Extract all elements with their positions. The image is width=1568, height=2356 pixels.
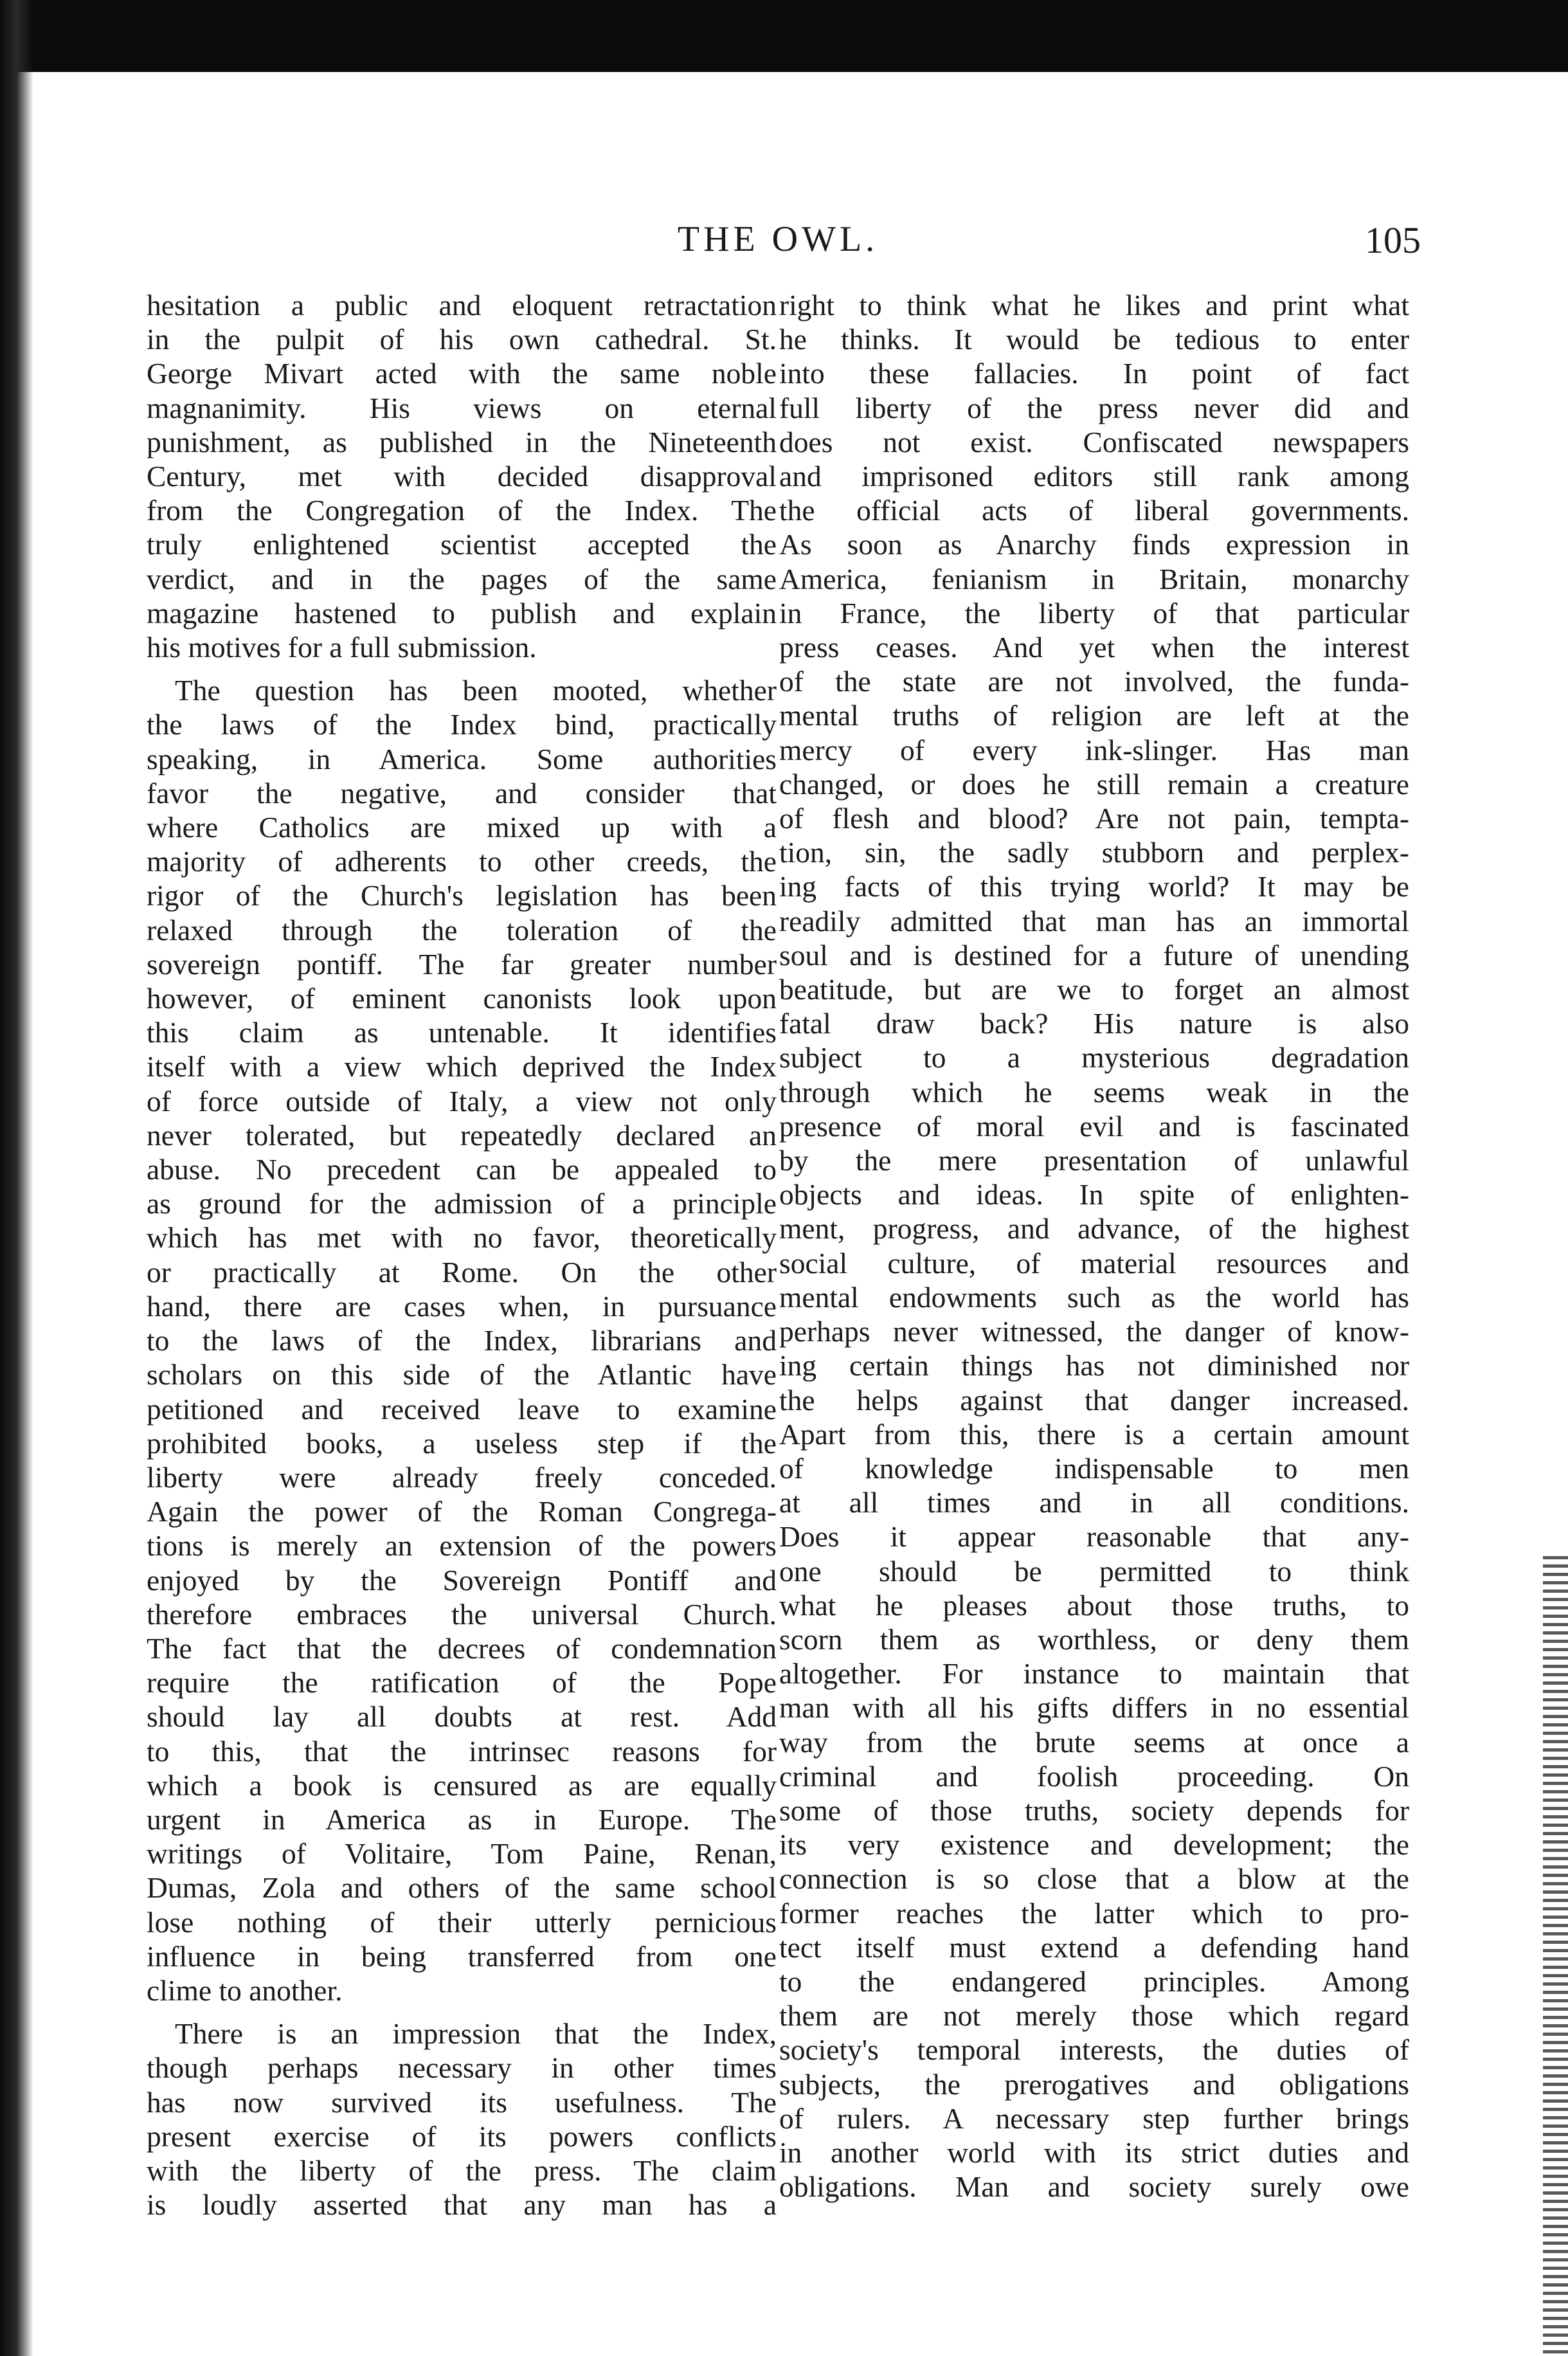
text-line: speaking, in America. Some authorities xyxy=(147,742,777,775)
text-line: punishment, as published in the Nineteenth xyxy=(147,425,777,458)
text-line: ment, progress, and advance, of the highest xyxy=(779,1212,1409,1246)
text-line: subject to a mysterious degradation xyxy=(779,1041,1409,1074)
text-line: ing facts of this trying world? It may be xyxy=(779,870,1409,903)
text-line: America, fenianism in Britain, monarchy xyxy=(779,562,1409,595)
text-line: enjoyed by the Sovereign Pontiff and xyxy=(147,1563,777,1597)
text-line: social culture, of material resources and xyxy=(779,1246,1409,1280)
text-line: hesitation a public and eloquent retractation xyxy=(147,289,777,322)
text-line: abuse. No precedent can be appealed to xyxy=(147,1153,777,1186)
text-line: from the Congregation of the Index. The xyxy=(147,494,777,527)
text-line: majority of adherents to other creeds, the xyxy=(147,845,777,878)
text-line: of force outside of Italy, a view not only xyxy=(147,1084,777,1118)
text-line: hand, there are cases when, in pursuance xyxy=(147,1289,777,1323)
text-line: present exercise of its powers conflicts xyxy=(147,2119,777,2153)
scan-right-edge-noise xyxy=(1543,1556,1568,2356)
text-line: has now survived its usefulness. The xyxy=(147,2085,777,2119)
right-text-column xyxy=(779,288,1409,2204)
text-line: Dumas, Zola and others of the same school xyxy=(147,1871,777,1905)
running-title: THE OWL. xyxy=(677,219,879,259)
scan-left-edge xyxy=(0,0,33,2356)
text-line: which has met with no favor, theoretically xyxy=(147,1221,777,1255)
text-line: ing certain things has not diminished nor xyxy=(779,1349,1409,1382)
text-line: where Catholics are mixed up with a xyxy=(147,811,777,844)
text-line: scorn them as worthless, or deny them xyxy=(779,1622,1409,1656)
text-line: Again the power of the Roman Congrega- xyxy=(147,1495,777,1528)
text-line: magnanimity. His views on eternal xyxy=(147,391,777,424)
text-line: fatal draw back? His nature is also xyxy=(779,1007,1409,1040)
text-line: however, of eminent canonists look upon xyxy=(147,982,777,1015)
text-line: George Mivart acted with the same noble xyxy=(147,357,777,390)
text-line: Does it appear reasonable that any- xyxy=(779,1520,1409,1554)
text-line: should lay all doubts at rest. Add xyxy=(147,1700,777,1734)
text-line: verdict, and in the pages of the same xyxy=(147,562,777,595)
text-line: influence in being transferred from one xyxy=(147,1939,777,1973)
text-line: society's temporal interests, the duties of xyxy=(779,2033,1409,2067)
text-line: Century, met with decided disapproval xyxy=(147,460,777,493)
text-line: beatitude, but are we to forget an almost xyxy=(779,973,1409,1006)
text-line: to the endangered principles. Among xyxy=(779,1964,1409,1998)
text-line: of knowledge indispensable to men xyxy=(779,1451,1409,1485)
text-line: does not exist. Confiscated newspapers xyxy=(779,425,1409,458)
text-line: relaxed through the toleration of the xyxy=(147,913,777,947)
text-line: clime to another. xyxy=(147,1973,343,2007)
text-line: and imprisoned editors still rank among xyxy=(779,460,1409,493)
text-line: lose nothing of their utterly pernicious xyxy=(147,1905,777,1939)
text-line: some of those truths, society depends for xyxy=(779,1793,1409,1827)
text-line: one should be permitted to think xyxy=(779,1554,1409,1588)
text-line: full liberty of the press never did and xyxy=(779,391,1409,424)
text-line: the helps against that danger increased. xyxy=(779,1383,1409,1417)
text-line: Apart from this, there is a certain amount xyxy=(779,1417,1409,1451)
text-line: with the liberty of the press. The claim xyxy=(147,2153,777,2187)
text-line: he thinks. It would be tedious to enter xyxy=(779,323,1409,356)
text-line: obligations. Man and society surely owe xyxy=(779,2170,1409,2204)
text-line: presence of moral evil and is fascinated xyxy=(779,1109,1409,1143)
text-line: of the state are not involved, the funda- xyxy=(779,665,1409,698)
text-line: this claim as untenable. It identifies xyxy=(147,1016,777,1049)
text-line: in the pulpit of his own cathedral. St. xyxy=(147,323,777,356)
text-line: through which he seems weak in the xyxy=(779,1075,1409,1109)
text-line: at all times and in all conditions. xyxy=(779,1486,1409,1519)
text-line: objects and ideas. In spite of enlighten- xyxy=(779,1178,1409,1211)
text-line: require the ratification of the Pope xyxy=(147,1666,777,1699)
text-line: subjects, the prerogatives and obligations xyxy=(779,2067,1409,2101)
page-header xyxy=(0,219,1568,276)
left-text-column xyxy=(147,288,777,2222)
text-line: its very existence and development; the xyxy=(779,1828,1409,1862)
text-line: itself with a view which deprived the Index xyxy=(147,1050,777,1083)
text-line: changed, or does he still remain a creature xyxy=(779,767,1409,801)
text-line: by the mere presentation of unlawful xyxy=(779,1144,1409,1177)
text-line: petitioned and received leave to examine xyxy=(147,1392,777,1426)
text-line: his motives for a full submission. xyxy=(147,631,537,664)
text-line: prohibited books, a useless step if the xyxy=(147,1426,777,1460)
text-line: perhaps never witnessed, the danger of know- xyxy=(779,1315,1409,1348)
text-line: is loudly asserted that any man has a xyxy=(147,2188,777,2222)
text-line: As soon as Anarchy finds expression in xyxy=(779,528,1409,561)
text-line: mental truths of religion are left at the xyxy=(779,699,1409,732)
text-line: way from the brute seems at once a xyxy=(779,1725,1409,1759)
text-line: soul and is destined for a future of unending xyxy=(779,938,1409,972)
text-line: readily admitted that man has an immortal xyxy=(779,904,1409,938)
text-line: writings of Volitaire, Tom Paine, Renan, xyxy=(147,1837,777,1871)
text-line: tions is merely an extension of the powers xyxy=(147,1529,777,1563)
text-line: of flesh and blood? Are not pain, tempta- xyxy=(779,802,1409,835)
text-line: man with all his gifts differs in no essential xyxy=(779,1691,1409,1725)
text-line: press ceases. And yet when the interest xyxy=(779,631,1409,664)
text-line: as ground for the admission of a principle xyxy=(147,1187,777,1220)
text-line: right to think what he likes and print what xyxy=(779,289,1409,322)
text-line: connection is so close that a blow at the xyxy=(779,1862,1409,1896)
text-line: to this, that the intrinsec reasons for xyxy=(147,1734,777,1768)
text-line: liberty were already freely conceded. xyxy=(147,1460,777,1494)
text-line: what he pleases about those truths, to xyxy=(779,1588,1409,1622)
text-line: There is an impression that the Index, xyxy=(175,2017,777,2051)
text-line: urgent in America as in Europe. The xyxy=(147,1802,777,1836)
text-line: mental endowments such as the world has xyxy=(779,1280,1409,1314)
text-line: which a book is censured as are equally xyxy=(147,1768,777,1802)
text-line: never tolerated, but repeatedly declared an xyxy=(147,1118,777,1152)
text-line: tion, sin, the sadly stubborn and perplex- xyxy=(779,836,1409,869)
text-line: the official acts of liberal governments. xyxy=(779,494,1409,527)
text-line: The question has been mooted, whether xyxy=(175,674,777,707)
text-line: scholars on this side of the Atlantic have xyxy=(147,1358,777,1391)
text-line: magazine hastened to publish and explain xyxy=(147,596,777,630)
text-line: them are not merely those which regard xyxy=(779,1999,1409,2033)
paragraph-gap xyxy=(147,664,777,673)
text-line: rigor of the Church's legislation has been xyxy=(147,879,777,912)
text-line: therefore embraces the universal Church. xyxy=(147,1597,777,1631)
text-line: tect itself must extend a defending hand xyxy=(779,1930,1409,1964)
text-line: into these fallacies. In point of fact xyxy=(779,357,1409,390)
text-line: sovereign pontiff. The far greater number xyxy=(147,947,777,981)
text-line: criminal and foolish proceeding. On xyxy=(779,1759,1409,1793)
text-line: favor the negative, and consider that xyxy=(147,776,777,810)
text-line: or practically at Rome. On the other xyxy=(147,1255,777,1289)
text-line: The fact that the decrees of condemnation xyxy=(147,1631,777,1665)
text-line: in France, the liberty of that particular xyxy=(779,596,1409,630)
text-line: altogether. For instance to maintain that xyxy=(779,1657,1409,1690)
text-line: of rulers. A necessary step further brings xyxy=(779,2101,1409,2135)
text-line: the laws of the Index bind, practically xyxy=(147,708,777,741)
text-line: former reaches the latter which to pro- xyxy=(779,1896,1409,1930)
page-number: 105 xyxy=(1365,219,1421,261)
text-line: though perhaps necessary in other times xyxy=(147,2051,777,2085)
text-line: truly enlightened scientist accepted the xyxy=(147,528,777,561)
text-line: mercy of every ink-slinger. Has man xyxy=(779,733,1409,766)
scan-top-border xyxy=(0,0,1568,72)
paragraph-gap xyxy=(147,2007,777,2016)
text-line: in another world with its strict duties and xyxy=(779,2135,1409,2169)
text-line: to the laws of the Index, librarians and xyxy=(147,1324,777,1357)
